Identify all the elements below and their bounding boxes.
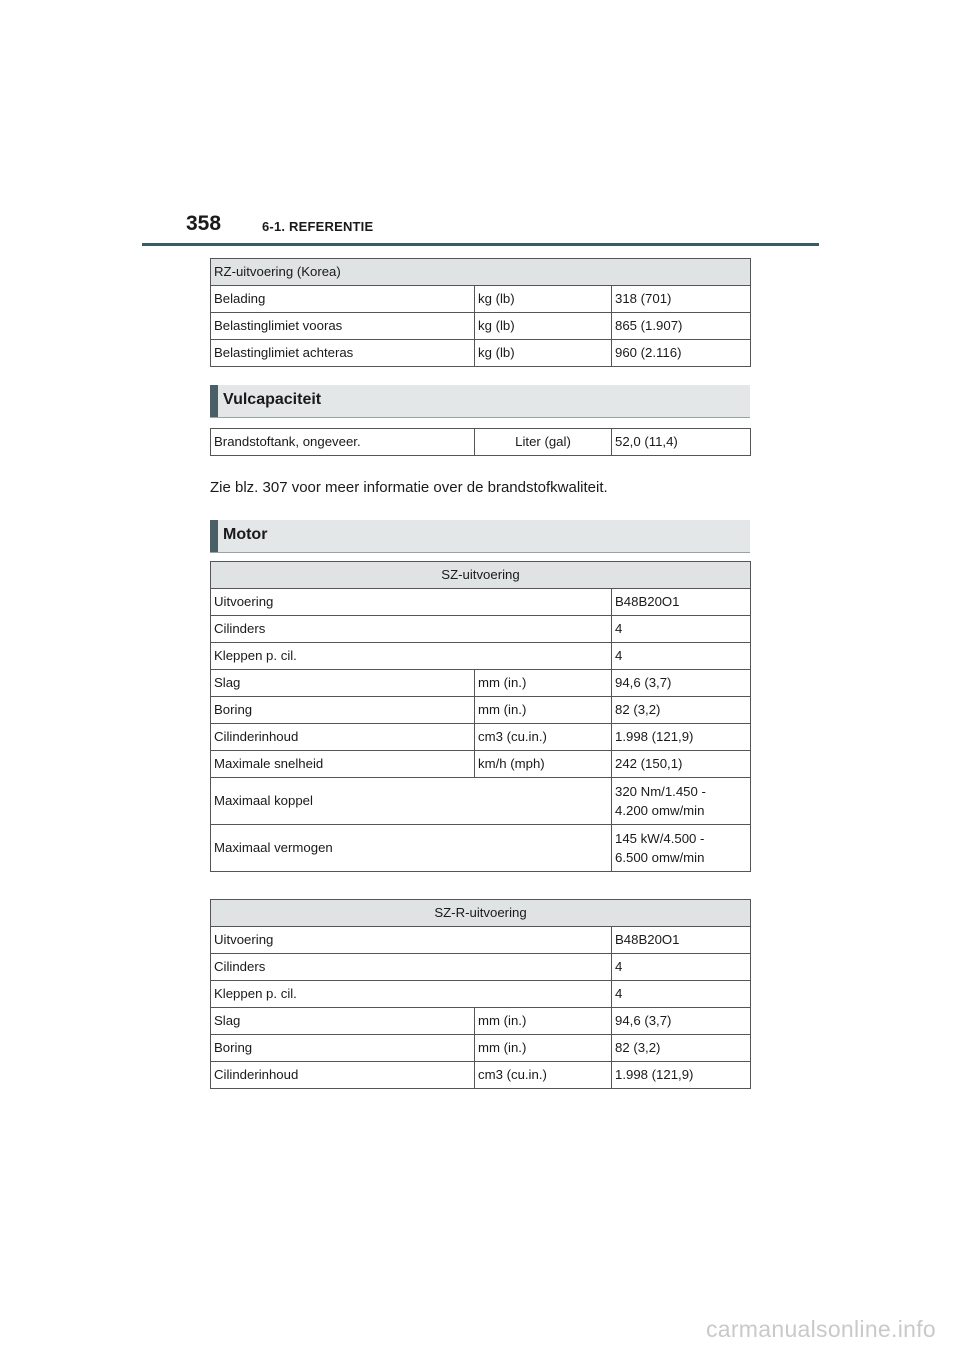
row-unit: mm (in.): [475, 670, 612, 697]
value-line-2: 6.500 omw/min: [615, 850, 705, 865]
row-value: 4: [612, 643, 751, 670]
heading-accent-bar: [210, 385, 218, 417]
table-header-row: [211, 562, 751, 589]
row-unit: km/h (mph): [475, 751, 612, 778]
watermark: carmanualsonline.info: [705, 1316, 936, 1342]
row-label: Cilinders: [211, 954, 612, 981]
table-row: [211, 927, 751, 954]
row-value: [612, 778, 751, 825]
table-header-row: [211, 900, 751, 927]
row-label: Kleppen p. cil.: [211, 981, 612, 1008]
row-label: Maximale snelheid: [211, 751, 475, 778]
row-label: Maximaal vermogen: [211, 825, 612, 872]
table-title: SZ-R-uitvoering: [211, 900, 751, 927]
sz-engine-table: [210, 561, 751, 872]
table-row: [211, 724, 751, 751]
row-label: Brandstoftank, ongeveer.: [211, 429, 475, 456]
table-row: [211, 825, 751, 872]
table-header-row: [211, 259, 751, 286]
row-value: 1.998 (121,9): [612, 1062, 751, 1089]
page-number: 358: [186, 212, 222, 235]
table-row: [211, 981, 751, 1008]
table-row: [211, 751, 751, 778]
row-label: Cilinders: [211, 616, 612, 643]
row-label: Kleppen p. cil.: [211, 643, 612, 670]
row-value: 242 (150,1): [612, 751, 751, 778]
table-row: [211, 589, 751, 616]
row-unit: kg (lb): [475, 313, 612, 340]
engine-heading: [210, 520, 750, 553]
table-row: [211, 954, 751, 981]
row-value: 82 (3,2): [612, 1035, 751, 1062]
table-row: [211, 1035, 751, 1062]
row-label: Slag: [211, 670, 475, 697]
row-unit: Liter (gal): [475, 429, 612, 456]
row-unit: cm3 (cu.in.): [475, 724, 612, 751]
row-label: Belastinglimiet vooras: [211, 313, 475, 340]
row-label: Belastinglimiet achteras: [211, 340, 475, 367]
row-unit: mm (in.): [475, 1008, 612, 1035]
engine-heading-title: Motor: [223, 526, 268, 543]
table-row: [211, 429, 751, 456]
table-row: [211, 286, 751, 313]
table-row: [211, 313, 751, 340]
row-unit: kg (lb): [475, 286, 612, 313]
table-row: [211, 1008, 751, 1035]
row-value: 4: [612, 616, 751, 643]
header-divider: [142, 243, 819, 246]
row-value: 94,6 (3,7): [612, 670, 751, 697]
row-value: [612, 825, 751, 872]
value-line-1: 145 kW/4.500 -: [615, 830, 705, 846]
row-value: 318 (701): [612, 286, 751, 313]
row-value: 4: [612, 954, 751, 981]
table-title: SZ-uitvoering: [211, 562, 751, 589]
row-label: Maximaal koppel: [211, 778, 612, 825]
table-row: [211, 670, 751, 697]
row-value: B48B20O1: [612, 589, 751, 616]
section-label: 6-1. REFERENTIE: [262, 219, 374, 234]
value-line-1: 320 Nm/1.450 -: [615, 783, 706, 799]
capacity-heading: [210, 385, 750, 418]
row-value: 1.998 (121,9): [612, 724, 751, 751]
row-label: Uitvoering: [211, 927, 612, 954]
heading-accent-bar: [210, 520, 218, 552]
table-row: [211, 340, 751, 367]
row-value: 4: [612, 981, 751, 1008]
table-row: [211, 778, 751, 825]
table-title: RZ-uitvoering (Korea): [211, 259, 751, 286]
row-label: Cilinderinhoud: [211, 724, 475, 751]
table-row: [211, 697, 751, 724]
row-value: 82 (3,2): [612, 697, 751, 724]
row-unit: mm (in.): [475, 1035, 612, 1062]
table-row: [211, 1062, 751, 1089]
row-label: Cilinderinhoud: [211, 1062, 475, 1089]
row-value: 960 (2.116): [612, 340, 751, 367]
row-label: Boring: [211, 1035, 475, 1062]
table-row: [211, 616, 751, 643]
row-label: Belading: [211, 286, 475, 313]
row-value: 52,0 (11,4): [612, 429, 751, 456]
capacity-heading-title: Vulcapaciteit: [223, 391, 322, 408]
load-table: [210, 258, 751, 367]
row-label: Slag: [211, 1008, 475, 1035]
fuel-quality-note: Zie blz. 307 voor meer informatie over de brandstofkwaliteit.: [210, 479, 608, 496]
row-label: Boring: [211, 697, 475, 724]
szr-engine-table: [210, 899, 751, 1089]
row-unit: kg (lb): [475, 340, 612, 367]
row-value: 865 (1.907): [612, 313, 751, 340]
row-unit: mm (in.): [475, 697, 612, 724]
row-unit: cm3 (cu.in.): [475, 1062, 612, 1089]
row-label: Uitvoering: [211, 589, 612, 616]
value-line-2: 4.200 omw/min: [615, 803, 705, 818]
table-row: [211, 643, 751, 670]
capacity-table: [210, 428, 751, 456]
row-value: 94,6 (3,7): [612, 1008, 751, 1035]
row-value: B48B20O1: [612, 927, 751, 954]
